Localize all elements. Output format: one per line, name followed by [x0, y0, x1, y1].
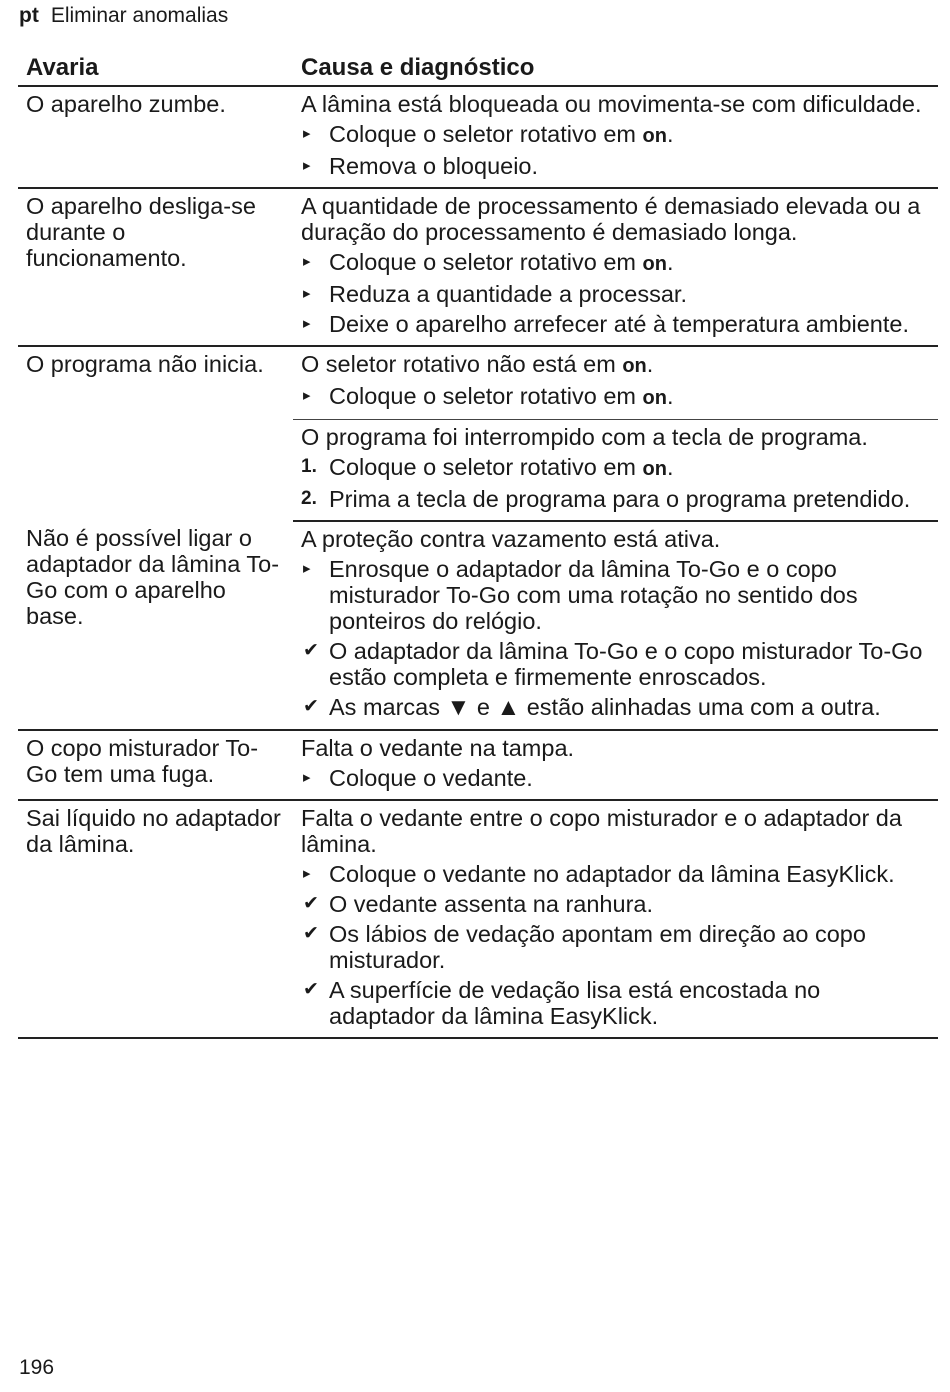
fault-cell: O copo misturador To-Go tem uma fuga.	[18, 730, 293, 800]
language-code: pt	[19, 4, 39, 27]
action-step: ▸ Coloque o seletor rotativo em on.	[303, 249, 674, 275]
on-label: on	[642, 253, 667, 275]
fault-cell: O aparelho desliga-se durante o funcionamento.	[18, 188, 293, 346]
column-header-cause: Causa e diagnóstico	[293, 53, 938, 86]
numbered-step: 1. Coloque o seletor rotativo em on.	[301, 454, 674, 480]
section-title: Eliminar anomalias	[50, 4, 229, 27]
table-row	[18, 86, 938, 188]
bullet-icon: ▸	[303, 315, 311, 332]
action-step: ▸ Deixe o aparelho arrefecer até à temperatura ambiente.	[303, 311, 909, 337]
result-check: ✔ Os lábios de vedação apontam em direção ao copo misturador.	[303, 921, 866, 973]
troubleshooting-table	[18, 53, 938, 1039]
cause-cell	[293, 420, 938, 522]
check-icon: ✔	[303, 923, 319, 944]
action-step: ▸ Coloque o vedante.	[303, 765, 533, 791]
bullet-icon: ▸	[303, 769, 311, 786]
cause-text: Falta o vedante entre o copo misturador e o adaptador da lâmina.	[301, 805, 902, 857]
cause-text: O seletor rotativo não está em on.	[301, 351, 654, 377]
triangle-up-icon: ▲	[496, 694, 521, 721]
cause-cell	[293, 800, 938, 1038]
cause-text: A lâmina está bloqueada ou movimenta-se com dificuldade.	[301, 91, 922, 117]
cause-text: A quantidade de processamento é demasiado elevada ou a duração do processamento é demasiado longa.	[301, 193, 921, 245]
numbered-step: 2. Prima a tecla de programa para o programa pretendido.	[301, 486, 911, 512]
bullet-icon: ▸	[303, 865, 311, 882]
page-header	[19, 4, 228, 28]
column-header-fault: Avaria	[18, 53, 293, 86]
action-step: ▸ Coloque o seletor rotativo em on.	[303, 121, 674, 147]
cause-cell	[293, 730, 938, 800]
bullet-icon: ▸	[303, 253, 311, 270]
table-row	[18, 521, 938, 730]
triangle-down-icon: ▼	[446, 694, 471, 721]
action-step: ▸ Coloque o vedante no adaptador da lâmina EasyKlick.	[303, 861, 895, 887]
table-row	[18, 188, 938, 346]
fault-cell: O programa não inicia.	[26, 351, 264, 377]
check-icon: ✔	[303, 640, 319, 661]
step-number: 2.	[301, 488, 317, 509]
cause-cell	[293, 346, 938, 420]
step-number: 1.	[301, 456, 317, 477]
on-label: on	[642, 387, 667, 409]
table-row	[18, 800, 938, 1038]
table-row	[18, 730, 938, 800]
cause-text: Falta o vedante na tampa.	[301, 735, 575, 761]
bullet-icon: ▸	[303, 387, 311, 404]
fault-cell: Não é possível ligar o adaptador da lâmina To-Go com o aparelho base.	[18, 521, 293, 730]
action-step: ▸ Reduza a quantidade a processar.	[303, 281, 687, 307]
check-icon: ✔	[303, 893, 319, 914]
cause-text: A proteção contra vazamento está ativa.	[301, 526, 721, 552]
on-label: on	[642, 125, 667, 147]
action-step: ▸ Coloque o seletor rotativo em on.	[303, 383, 674, 409]
bullet-icon: ▸	[303, 157, 311, 174]
cause-cell	[293, 188, 938, 346]
fault-cell: O aparelho zumbe.	[18, 86, 293, 188]
bullet-icon: ▸	[303, 560, 311, 577]
check-icon: ✔	[303, 979, 319, 1000]
action-step: ▸ Remova o bloqueio.	[303, 153, 539, 179]
result-check: ✔ O vedante assenta na ranhura.	[303, 891, 653, 917]
result-check: ✔ O adaptador da lâmina To-Go e o copo misturador To-Go estão completa e firmemente enroscados.	[303, 638, 923, 690]
fault-cell: Sai líquido no adaptador da lâmina.	[18, 800, 293, 1038]
result-check: ✔ A superfície de vedação lisa está encostada no adaptador da lâmina EasyKlick.	[303, 977, 821, 1029]
bullet-icon: ▸	[303, 285, 311, 302]
cause-text: O programa foi interrompido com a tecla de programa.	[301, 424, 868, 450]
page-number: 196	[19, 1356, 55, 1379]
cause-cell	[293, 86, 938, 188]
cause-cell	[293, 521, 938, 730]
action-step: ▸ Enrosque o adaptador da lâmina To-Go e o copo misturador To-Go com uma rotação no sentido dos ponteiros do relógio.	[303, 556, 858, 634]
check-icon: ✔	[303, 696, 319, 717]
on-label: on	[642, 458, 667, 480]
table-row	[18, 346, 938, 420]
bullet-icon: ▸	[303, 125, 311, 142]
on-label: on	[622, 355, 647, 377]
result-check: ✔ As marcas ▼ e ▲ estão alinhadas uma com a outra.	[303, 694, 881, 721]
